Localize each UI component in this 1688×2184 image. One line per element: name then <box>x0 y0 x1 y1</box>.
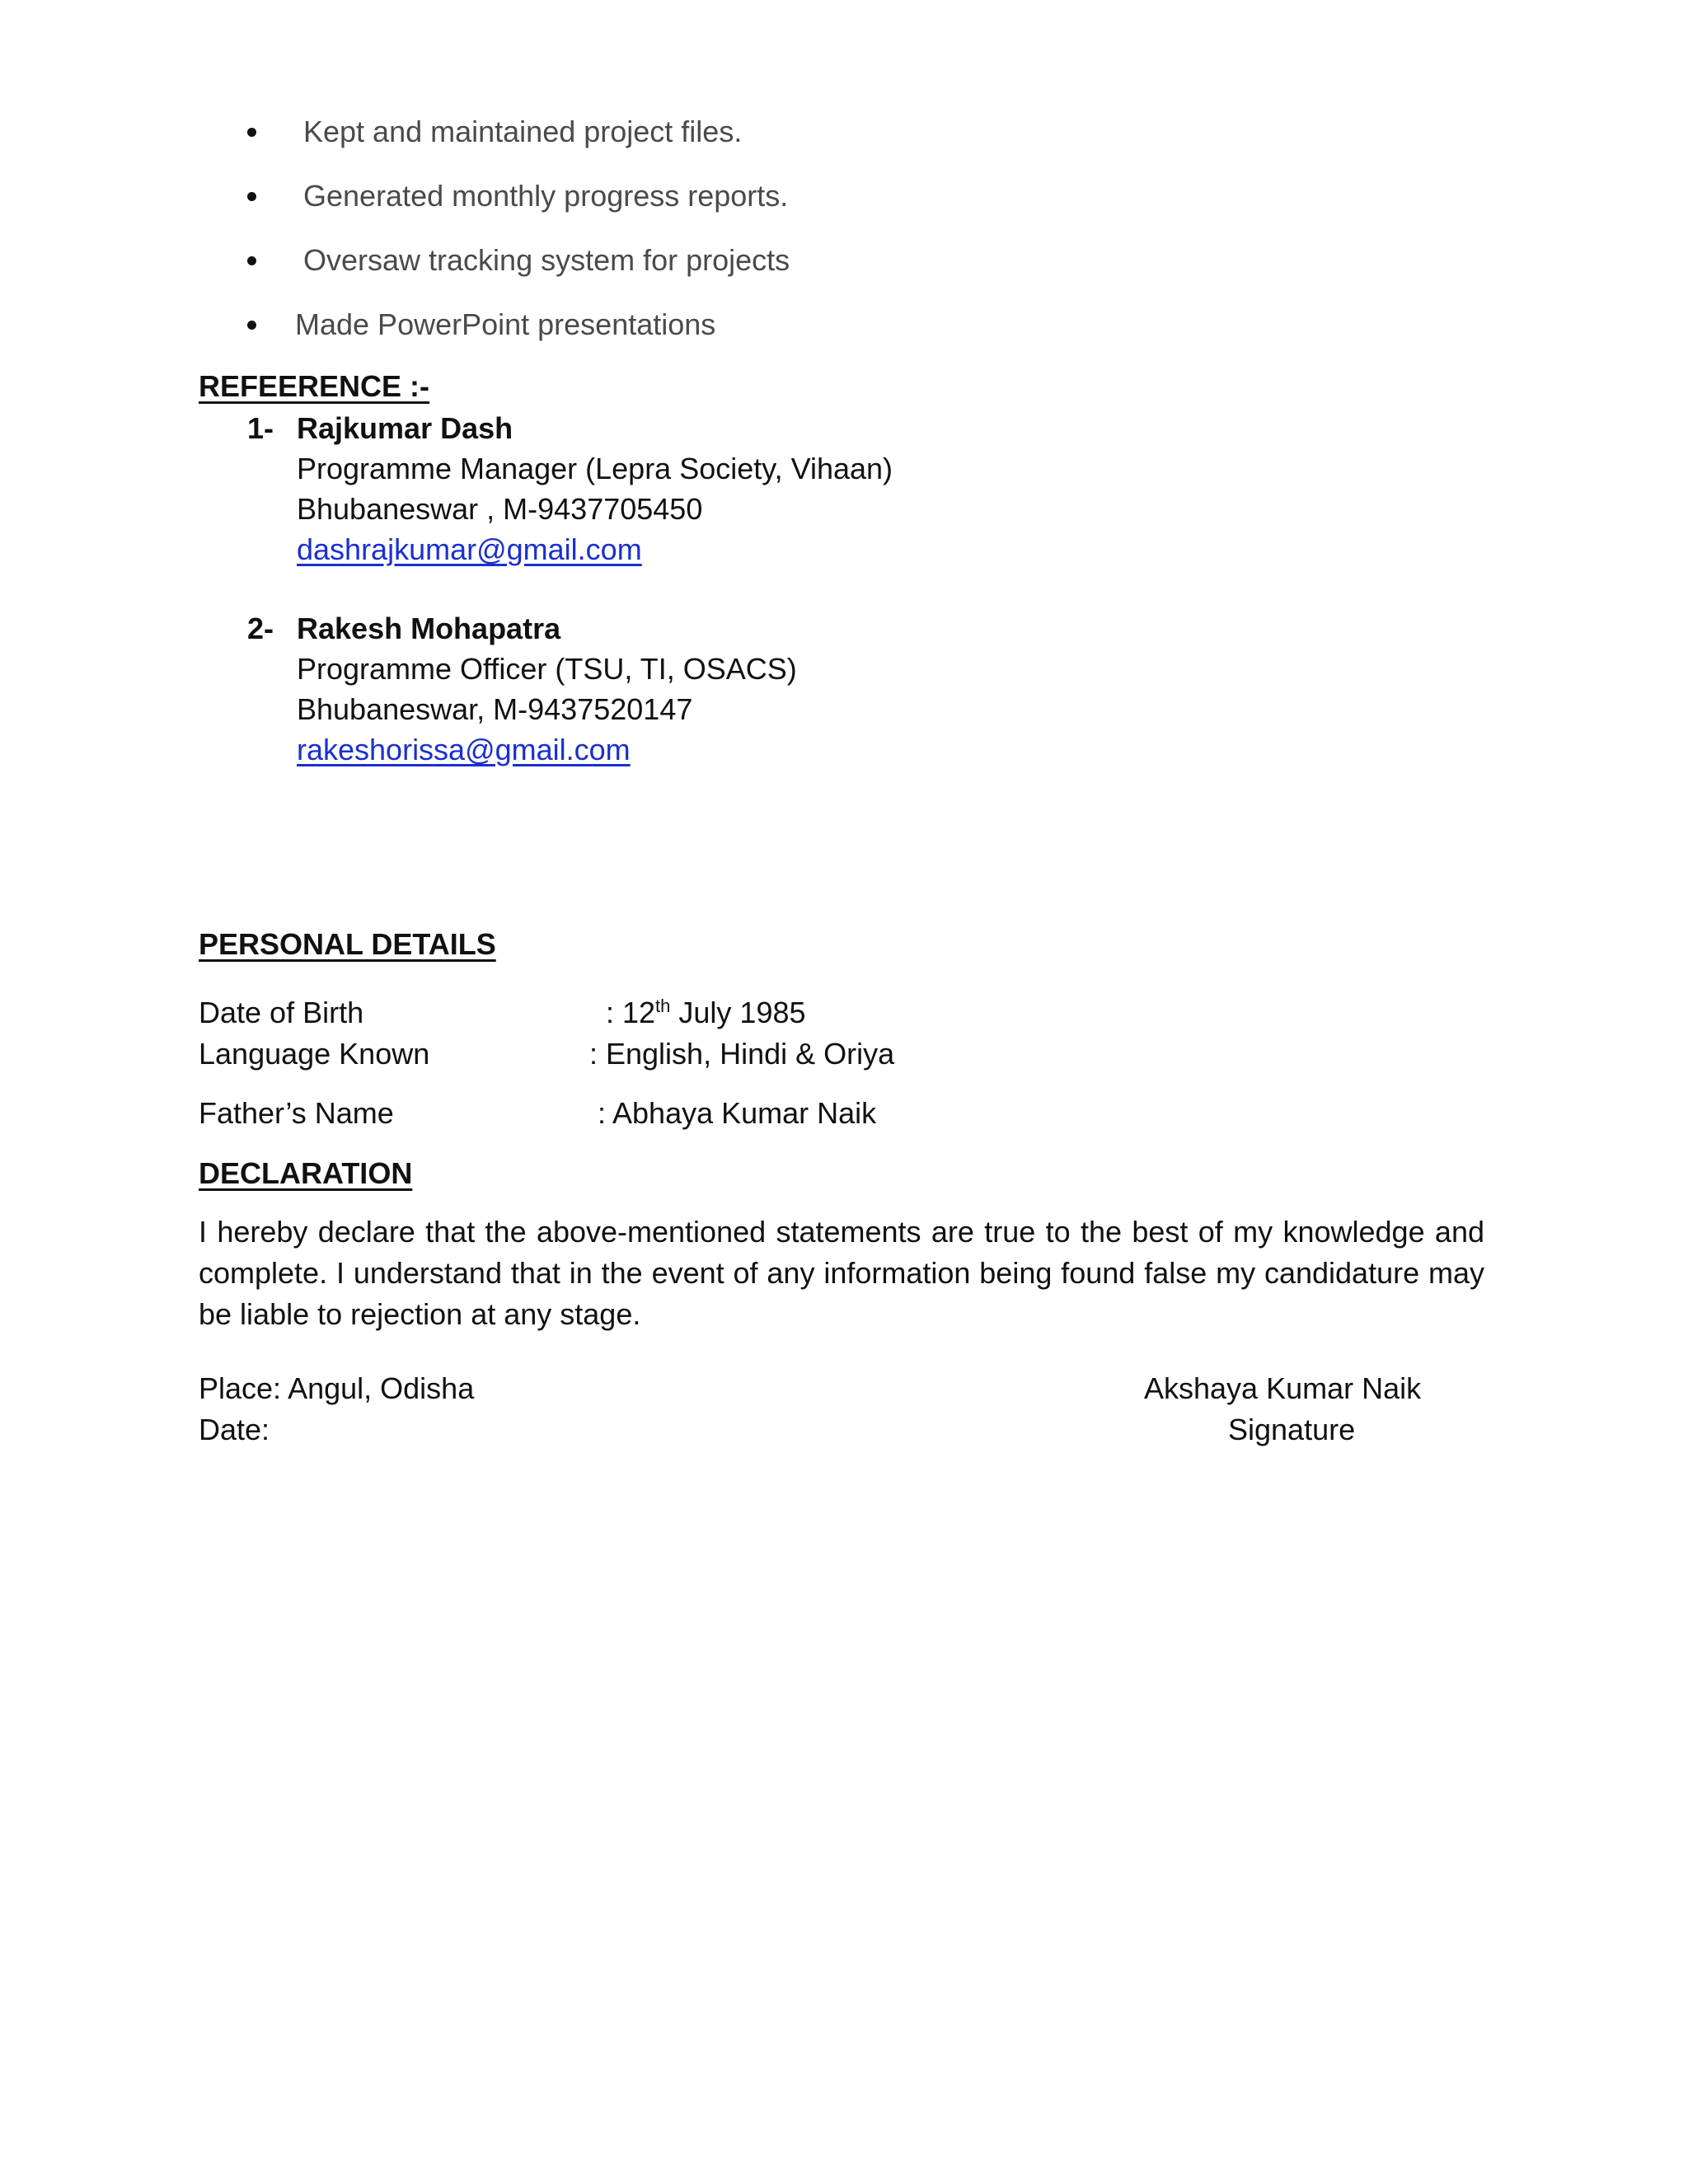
language-known-label: Language Known <box>199 1037 430 1071</box>
reference-number: 1- <box>247 411 274 445</box>
place-text: Place: Angul, Odisha <box>199 1371 475 1405</box>
reference-email-link[interactable]: rakeshorissa@gmail.com <box>297 733 631 766</box>
date-of-birth-label: Date of Birth <box>199 996 364 1029</box>
list-item <box>247 176 1071 240</box>
signature-label: Signature <box>1228 1413 1356 1446</box>
fathers-name-value: : Abhaya Kumar Naik <box>598 1096 877 1130</box>
reference-heading: REFEERENCE :- <box>199 369 430 403</box>
language-known-value: : English, Hindi & Oriya <box>589 1037 895 1071</box>
duties-bullet-list <box>247 111 1071 368</box>
bullet-icon <box>247 256 256 265</box>
applicant-name: Akshaya Kumar Naik <box>1144 1371 1422 1405</box>
declaration-heading: DECLARATION <box>199 1156 413 1190</box>
list-item-text: Generated monthly progress reports. <box>303 179 789 213</box>
reference-name: Rajkumar Dash <box>297 411 513 445</box>
bullet-icon <box>247 192 256 201</box>
reference-designation: Programme Manager (Lepra Society, Vihaan) <box>297 452 893 485</box>
list-item-text: Kept and maintained project files. <box>303 115 743 148</box>
date-of-birth-value: : 12th July 1985 <box>606 996 806 1029</box>
reference-location-phone: Bhubaneswar , M-9437705450 <box>297 492 703 526</box>
declaration-text: I hereby declare that the above-mentioned statements are true to the best of my knowledge and complete. I understand that in the event of any information being found false my candidature may be liable to rejection at any stage. <box>199 1215 1484 1331</box>
personal-details-heading: PERSONAL DETAILS <box>199 927 496 961</box>
reference-location-phone: Bhubaneswar, M-9437520147 <box>297 692 693 726</box>
bullet-icon <box>247 321 256 330</box>
reference-email-link[interactable]: dashrajkumar@gmail.com <box>297 532 642 566</box>
list-item <box>247 111 1071 176</box>
reference-number: 2- <box>247 612 274 645</box>
list-item <box>247 304 1071 368</box>
date-text: Date: <box>199 1413 270 1446</box>
fathers-name-label: Father’s Name <box>199 1096 394 1130</box>
list-item-text: Oversaw tracking system for projects <box>303 243 790 277</box>
bullet-icon <box>247 128 256 137</box>
list-item <box>247 240 1071 304</box>
reference-designation: Programme Officer (TSU, TI, OSACS) <box>297 652 797 686</box>
list-item-text: Made PowerPoint presentations <box>295 307 716 341</box>
reference-name: Rakesh Mohapatra <box>297 612 561 645</box>
